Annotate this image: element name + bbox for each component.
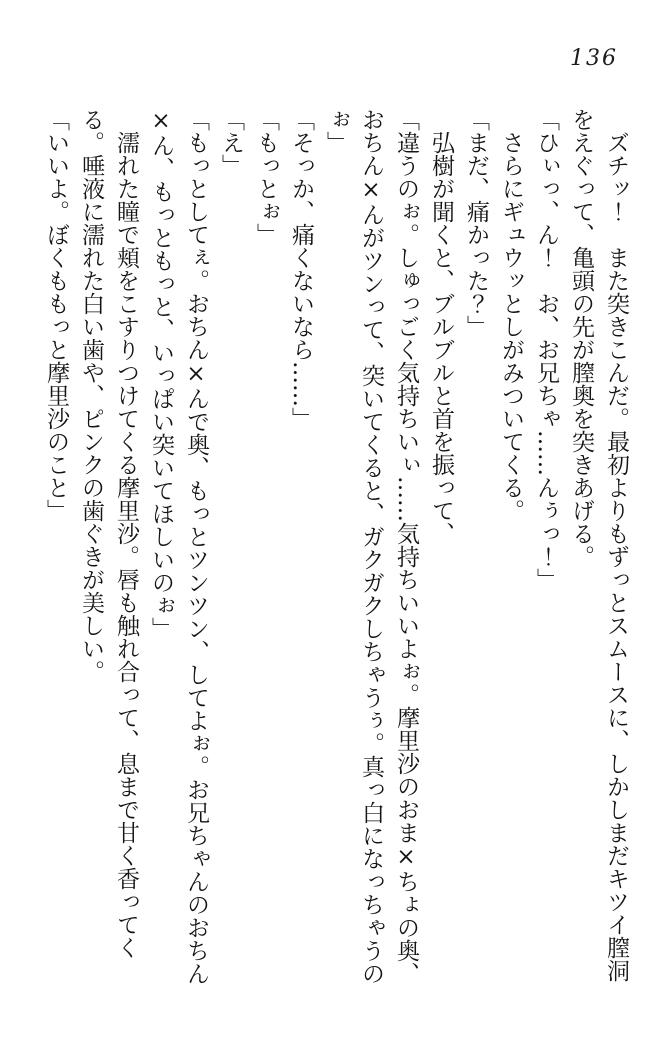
paragraph: さらにギュウッとしがみついてくる。 [498,108,524,522]
paragraph: 「そっか、痛くないなら……」 [288,108,314,430]
text-block [38,108,633,998]
paragraph: 「もっとぉ」 [253,108,279,246]
paragraph: 「まだ、痛かった？」 [463,108,489,338]
paragraph: 「違うのぉ。しゅっごく気持ちいぃ……気持ちいいよぉ。摩里沙のおま×ちょの奥、おちん×んがツンって、突いてくると、ガクガクしちゃうぅ。真っ白になっちゃうのぉ」 [323,108,419,985]
paragraph: 「いいよ。ぼくももっと摩里沙のこと」 [43,108,69,522]
paragraph: ズチッ！ また突きこんだ。最初よりもずっとスムースに、しかしまだキツイ膣洞をえぐって、亀頭の先が膣奥を突きあげる。 [568,108,629,982]
page-number: 136 [570,46,618,71]
paragraph: 濡れた瞳で頬をこすりつけてくる摩里沙。唇も触れ合って、息まで甘く香ってくる。唾液に濡れた白い歯や、ピンクの歯ぐきが美しい。 [78,108,139,959]
paragraph: 「ひぃっ、ん！ お、お兄ちゃ……んぅっ！」 [533,108,559,591]
paragraph: 「え」 [218,108,244,177]
paragraph: 弘樹が聞くと、ブルブルと首を振って、 [428,108,454,545]
paragraph: 「もっとしてぇ。おちん×んで奥、もっとツンツン、してよぉ。お兄ちゃんのおちん×ん、もっともっと、いっぱい突いてほしいのぉ」 [148,108,209,985]
